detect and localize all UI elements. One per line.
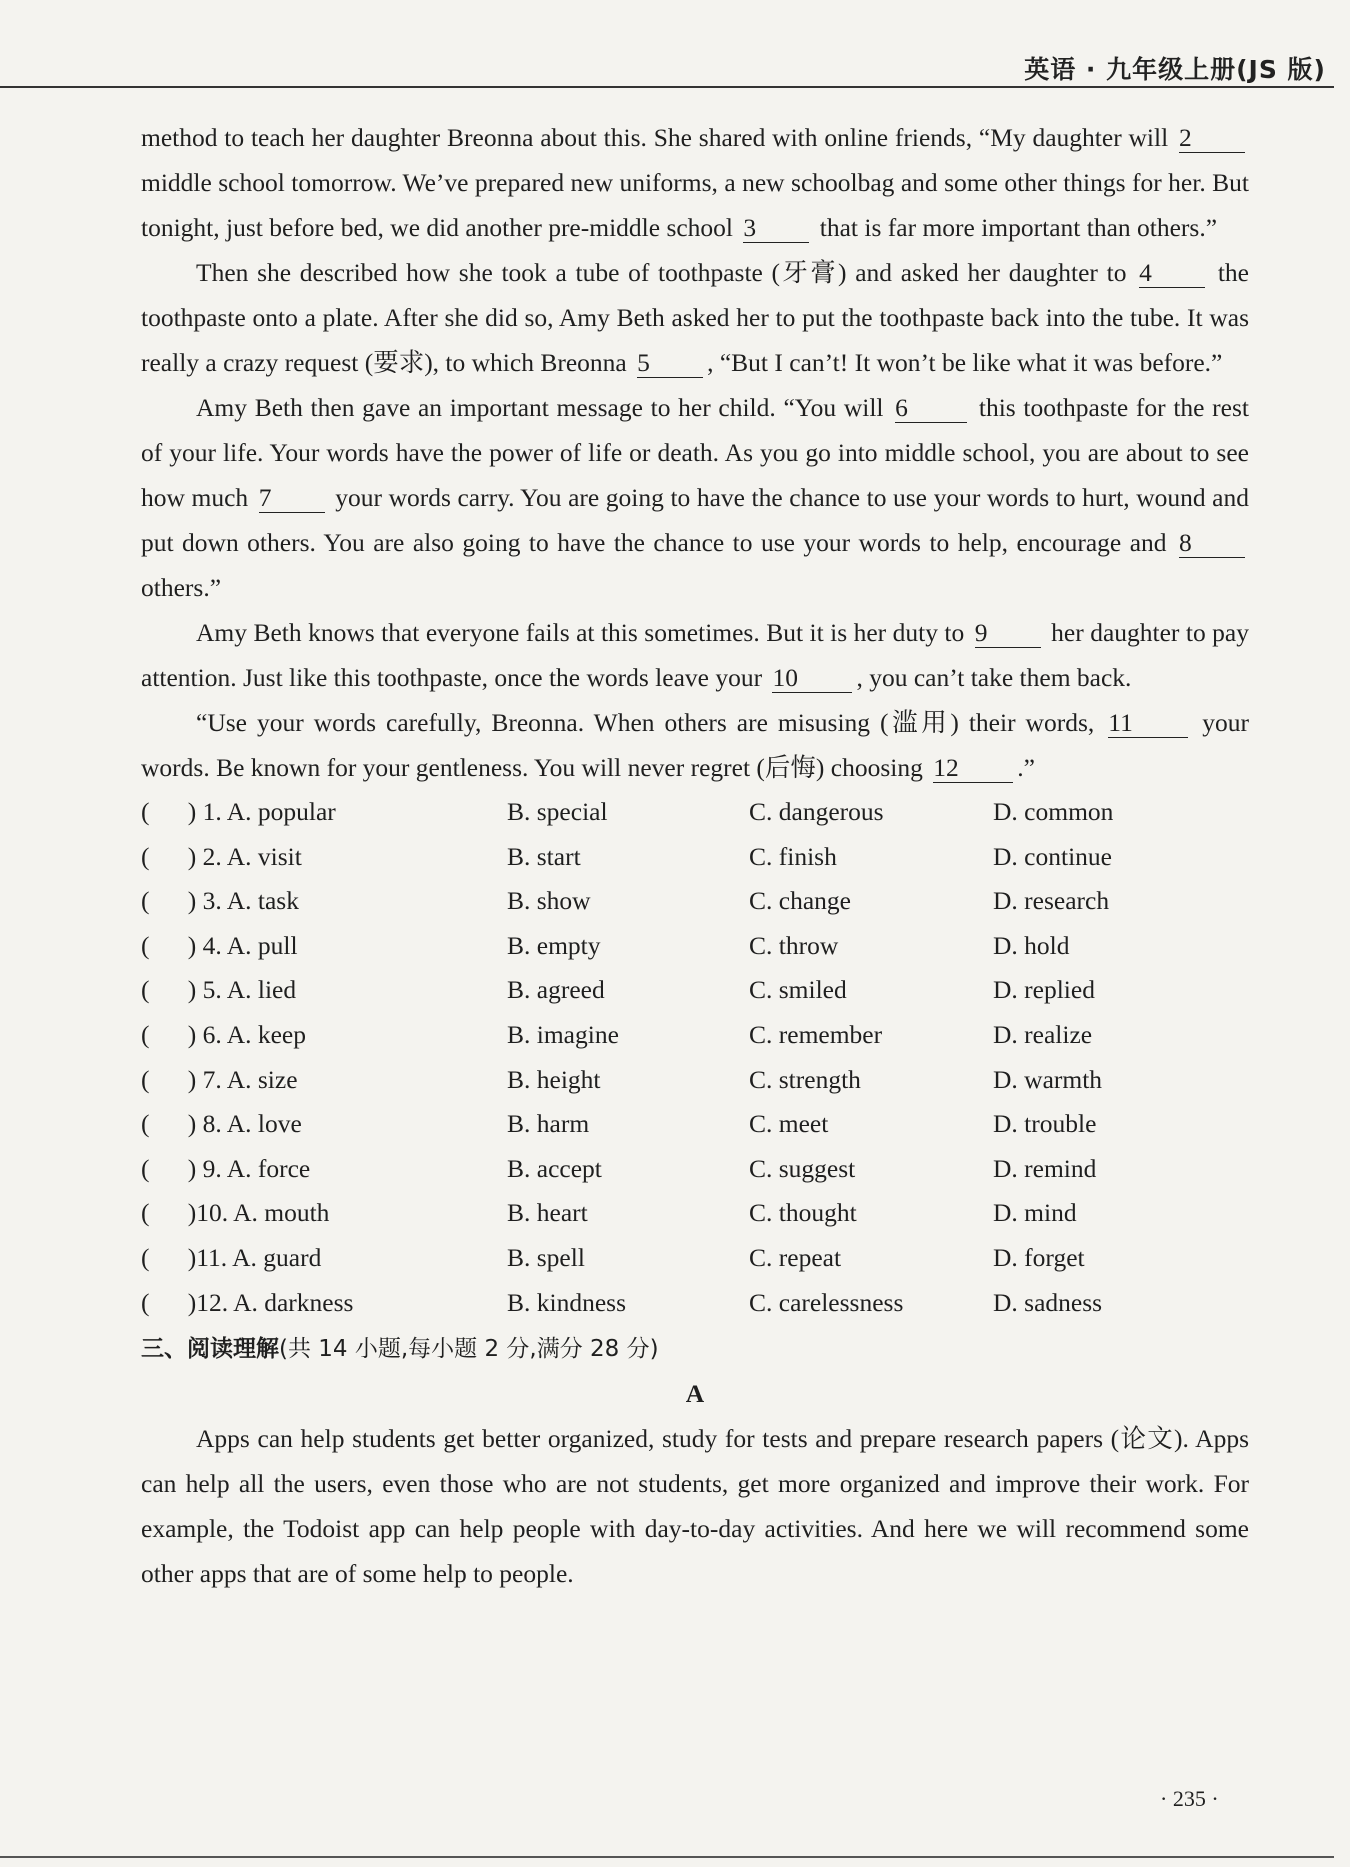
question-row: ( )11. A. guard B. spell C. repeat D. forget [141, 1242, 1085, 1272]
section-title: 三、阅读理解(共 14 小题,每小题 2 分,满分 28 分) [141, 1336, 659, 1363]
header-rule [0, 86, 1334, 88]
blank-8: 8 [1179, 529, 1245, 558]
question-row: ( )12. A. darkness B. kindness C. carelessness D. sadness [141, 1287, 1103, 1317]
blank-5: 5 [637, 349, 703, 378]
question-row: ( ) 7. A. size B. height C. strength D. warmth [141, 1064, 1103, 1094]
question-row: ( ) 1. A. popular B. special C. dangerous D. common [141, 797, 1114, 826]
passage-paragraph-4: Amy Beth knows that everyone fails at this sometimes. But it is her duty to 9 her daughter to pay attention. Just like this toothpaste, once the words leave your 10 , you can’t take them back. [141, 618, 1249, 692]
blank-7: 7 [259, 484, 325, 513]
passage-paragraph-2: Then she described how she took a tube of toothpaste (牙膏) and asked her daughter to 4 the toothpaste onto a plate. After she did so, Amy Beth asked her to put the toothpaste back into the tube. It was really a crazy request (要求), to which Breonna 5 , “But I can’t! It won’t be like what it was before.” [141, 258, 1250, 377]
blank-12: 12 [933, 754, 1013, 783]
blank-9: 9 [975, 619, 1041, 648]
question-row: ( ) 6. A. keep B. imagine C. remember D. realize [141, 1019, 1093, 1049]
blank-6: 6 [895, 394, 967, 423]
question-row: ( ) 3. A. task B. show C. change D. research [141, 886, 1110, 916]
blank-11: 11 [1108, 709, 1188, 738]
blank-3: 3 [743, 214, 809, 243]
part-label: A [685, 1379, 705, 1409]
question-row: ( ) 4. A. pull B. empty C. throw D. hold [141, 930, 1070, 960]
question-row: ( ) 9. A. force B. accept C. suggest D. remind [141, 1153, 1097, 1183]
page-content [141, 115, 1249, 1596]
header-title: 英语 · 九年级上册(JS 版) [1024, 55, 1326, 84]
blank-10: 10 [772, 664, 852, 693]
passage-paragraph-3: Amy Beth then gave an important message to her child. “You will 6 this toothpaste for the rest of your life. Your words have the power of life or death. As you go into middle school, you are about to see how much 7 your words carry. You are going to have the chance to use your words to hurt, wound and put down others. You are also going to have the chance to use your words to help, encourage and 8 others.” [141, 393, 1249, 602]
question-row: ( ) 8. A. love B. harm C. meet D. trouble [141, 1109, 1097, 1139]
question-row: ( ) 5. A. lied B. agreed C. smiled D. replied [141, 975, 1095, 1005]
reading-paragraph: Apps can help students get better organized, study for tests and prepare research papers (论文). Apps can help all the users, even those who are not students, get more organized and improve their work. For example, the Todoist app can help people with day-to-day activities. And here we will recommend some other apps that are of some help to people. [141, 1424, 1249, 1589]
question-row: ( ) 2. A. visit B. start C. finish D. continue [141, 841, 1112, 871]
question-row: ( )10. A. mouth B. heart C. thought D. mind [141, 1198, 1077, 1228]
page-header [0, 0, 1350, 86]
page-number: · 235 · [1160, 1786, 1219, 1811]
blank-4: 4 [1139, 259, 1205, 288]
passage-paragraph-1: method to teach her daughter Breonna about this. She shared with online friends, “My daughter will 2 middle school tomorrow. We’ve prepared new uniforms, a new schoolbag and some other things for her. But tonight, just before bed, we did another pre-middle school 3 that is far more important than others.” [141, 123, 1249, 242]
blank-2: 2 [1179, 124, 1245, 153]
passage-paragraph-5: “Use your words carefully, Breonna. When others are misusing (滥用) their words, 11 your words. Be known for your gentleness. You will never regret (后悔) choosing 12 .” [141, 708, 1249, 782]
question-options [141, 790, 1249, 1325]
bottom-rule [0, 1856, 1334, 1858]
